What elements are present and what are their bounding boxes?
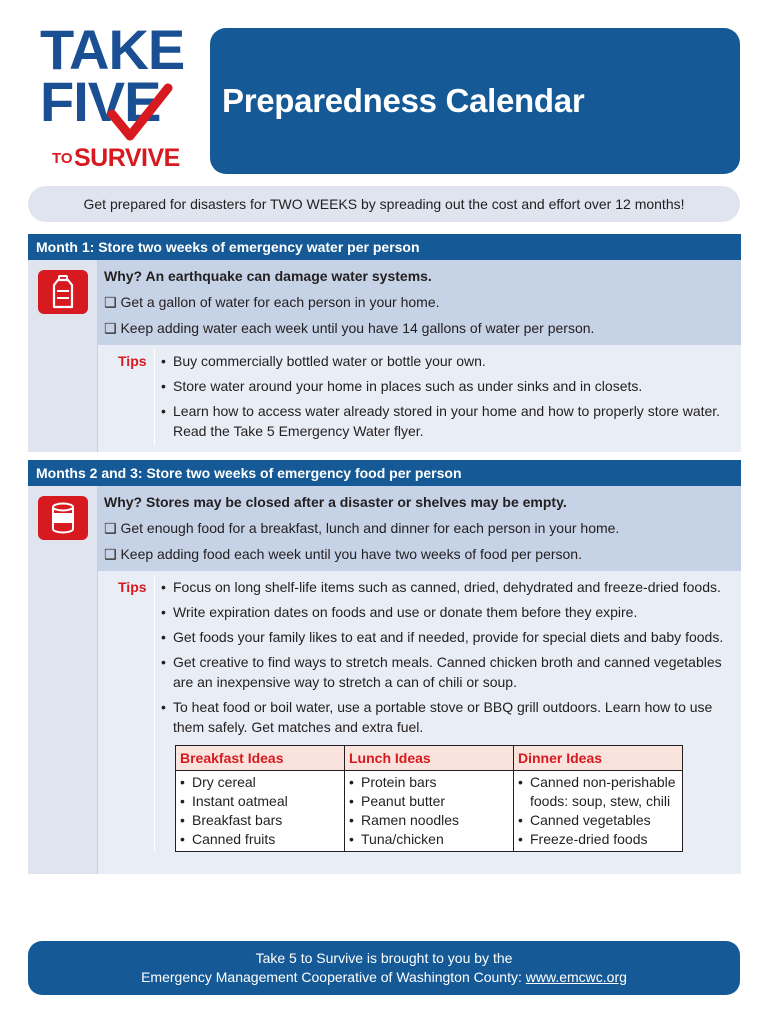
meal-item: • Dry cereal bbox=[180, 773, 340, 792]
logo-to: TO bbox=[52, 150, 73, 167]
month1-item: ❑ Keep adding water each week until you have 14 gallons of water per person. bbox=[104, 320, 595, 336]
month23-icon-column bbox=[28, 486, 98, 874]
food-can-icon bbox=[38, 496, 88, 540]
meal-item: • Canned fruits bbox=[180, 830, 340, 849]
dinner-header: Dinner Ideas bbox=[514, 746, 683, 771]
month1-icon-column bbox=[28, 260, 98, 452]
month1-item: ❑ Get a gallon of water for each person in your home. bbox=[104, 294, 440, 310]
meal-item: • Breakfast bars bbox=[180, 811, 340, 830]
month1-tips bbox=[98, 345, 741, 452]
month1-section bbox=[28, 234, 741, 452]
tip-item: • Store water around your home in places such as under sinks and in closets. bbox=[161, 376, 741, 396]
checkbox-icon: ❑ bbox=[104, 320, 117, 336]
month23-section bbox=[28, 460, 741, 874]
month23-why-block bbox=[98, 486, 741, 571]
tips-label: Tips bbox=[118, 579, 147, 595]
intro-text: Get prepared for disasters for TWO WEEKS by spreading out the cost and effort over 12 months! bbox=[28, 186, 740, 222]
lunch-header: Lunch Ideas bbox=[345, 746, 514, 771]
tip-item: • Learn how to access water already stored in your home and how to properly store water. Read the Take 5 Emergency Water flyer. bbox=[161, 401, 741, 441]
tip-item: • Buy commercially bottled water or bottle your own. bbox=[161, 351, 741, 371]
lunch-cell bbox=[345, 771, 514, 852]
month23-heading: Months 2 and 3: Store two weeks of emergency food per person bbox=[28, 460, 741, 486]
breakfast-cell bbox=[176, 771, 345, 852]
month1-why: Why? An earthquake can damage water systems. bbox=[104, 268, 432, 284]
emcwc-link[interactable]: www.emcwc.org bbox=[525, 969, 627, 985]
page-title: Preparedness Calendar bbox=[222, 82, 585, 119]
footer-line1: Take 5 to Survive is brought to you by the bbox=[255, 950, 513, 966]
checkmark-icon bbox=[104, 80, 174, 150]
footer-line2: Emergency Management Cooperative of Washington County: www.emcwc.org bbox=[141, 969, 627, 985]
logo-take: TAKE bbox=[40, 18, 185, 81]
breakfast-header: Breakfast Ideas bbox=[176, 746, 345, 771]
meal-item: • Ramen noodles bbox=[349, 811, 509, 830]
meal-item: • Tuna/chicken bbox=[349, 830, 509, 849]
meal-item: • Canned vegetables bbox=[518, 811, 678, 830]
month1-heading: Month 1: Store two weeks of emergency water per person bbox=[28, 234, 741, 260]
water-jug-icon bbox=[38, 270, 88, 314]
meal-item: • Protein bars bbox=[349, 773, 509, 792]
meal-item: • Peanut butter bbox=[349, 792, 509, 811]
meal-ideas-table bbox=[175, 745, 683, 852]
tip-item: • Write expiration dates on foods and use or donate them before they expire. bbox=[161, 602, 741, 622]
checkbox-icon: ❑ bbox=[104, 520, 117, 536]
logo-survive: SURVIVE bbox=[74, 144, 180, 172]
month1-why-block bbox=[98, 260, 741, 345]
tips-label: Tips bbox=[118, 353, 147, 369]
meal-item: • Instant oatmeal bbox=[180, 792, 340, 811]
tip-item: • To heat food or boil water, use a portable stove or BBQ grill outdoors. Learn how to use them safely. Get matches and extra fuel. bbox=[161, 697, 741, 737]
header-banner bbox=[210, 28, 740, 174]
footer bbox=[28, 941, 740, 995]
take-five-logo bbox=[40, 18, 200, 176]
tip-item: • Focus on long shelf-life items such as canned, dried, dehydrated and freeze-dried foods. bbox=[161, 577, 741, 597]
logo-five: FIVE bbox=[40, 70, 161, 133]
checkbox-icon: ❑ bbox=[104, 294, 117, 310]
month23-tips bbox=[98, 571, 741, 874]
meal-item: • Canned non-perishable foods: soup, stew, chili bbox=[518, 773, 678, 811]
month23-item: ❑ Get enough food for a breakfast, lunch and dinner for each person in your home. bbox=[104, 520, 620, 536]
month23-why: Why? Stores may be closed after a disaster or shelves may be empty. bbox=[104, 494, 567, 510]
tip-item: • Get foods your family likes to eat and if needed, provide for special diets and baby foods. bbox=[161, 627, 741, 647]
checkbox-icon: ❑ bbox=[104, 546, 117, 562]
tip-item: • Get creative to find ways to stretch meals. Canned chicken broth and canned vegetables are an inexpensive way to stretch a can of chili or soup. bbox=[161, 652, 741, 692]
meal-item: • Freeze-dried foods bbox=[518, 830, 678, 849]
month23-item: ❑ Keep adding food each week until you have two weeks of food per person. bbox=[104, 546, 582, 562]
dinner-cell bbox=[514, 771, 683, 852]
